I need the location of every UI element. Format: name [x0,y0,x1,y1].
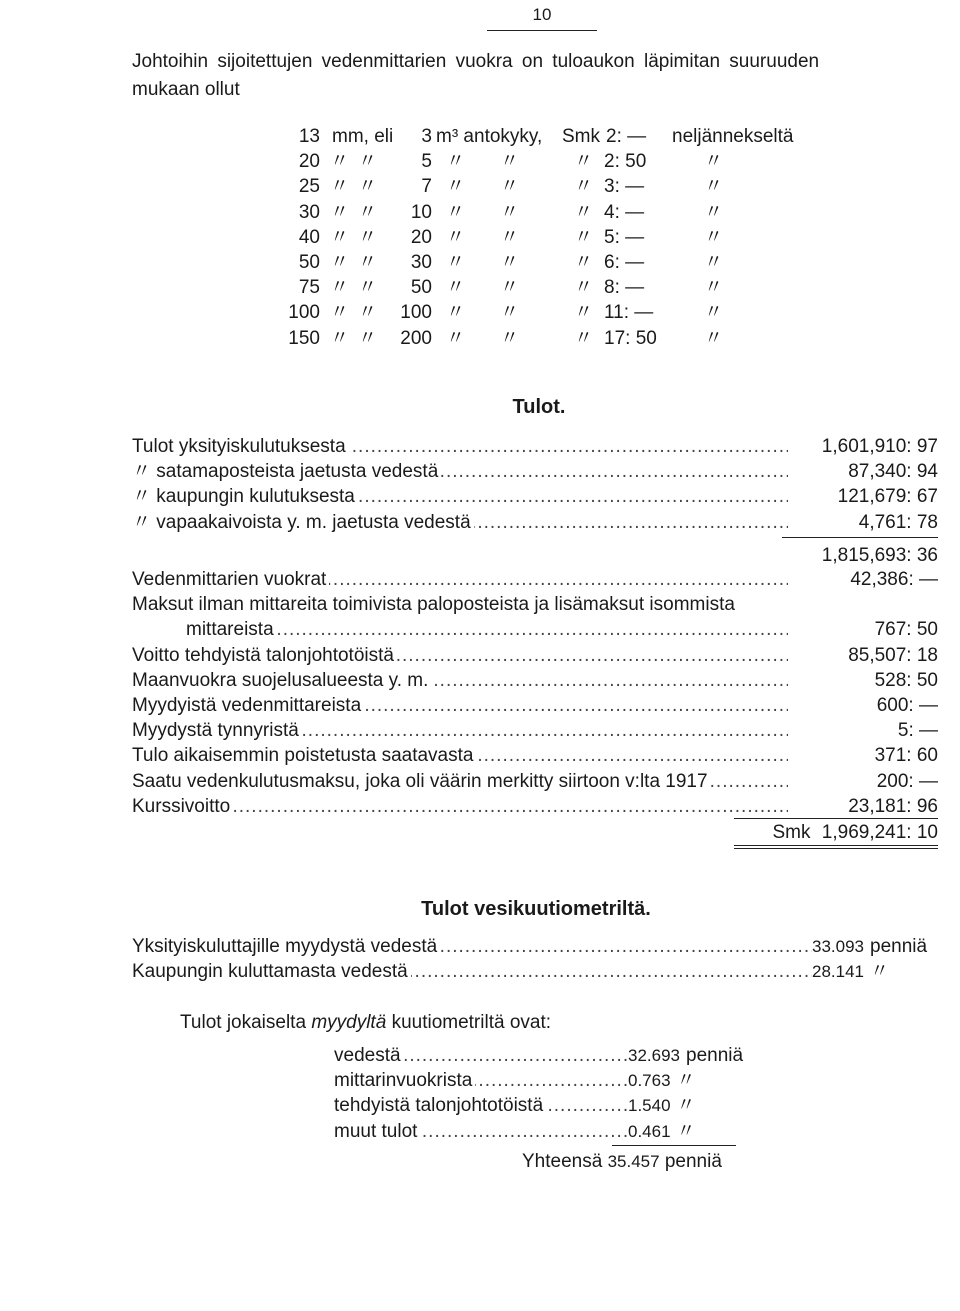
breakdown-total-label: Yhteensä [522,1151,603,1172]
row-amount: 87,340: 94 [848,461,938,483]
other-income-row [132,794,938,819]
ditto-mark: 〃 [574,302,594,324]
ditto-mark: 〃 [330,151,350,173]
breakdown-table [334,1043,744,1144]
row-amount: 371: 60 [874,745,938,767]
row-value: 32.693 [628,1046,680,1065]
row-label: Yksityiskuluttajille myydystä vedestä [132,934,440,959]
row-label: Myydystä tynnyristä [132,718,302,743]
other-income-row [132,743,938,768]
intro-paragraph [132,48,938,104]
other-income-row [132,592,938,617]
income-row [132,484,938,509]
diameter: 13 [298,126,320,147]
ditto-mark: 〃 [574,176,594,198]
other-income-row [132,567,938,592]
price: 6: — [604,251,645,273]
per-m3-ledger [132,934,938,984]
ditto-mark: 〃 [330,176,350,198]
row-amount [628,1119,736,1144]
lead-suffix: kuutiometriltä ovat: [391,1012,552,1033]
ditto-mark: 〃 [330,251,350,273]
rate-row [286,200,806,225]
ditto-mark: 〃 [446,251,466,273]
ditto-mark: 〃 [358,327,378,349]
meter-rent-rates [286,124,806,351]
row-value: 28.141 [812,962,864,982]
currency: Smk [562,126,600,147]
ditto-mark: 〃 [500,201,520,223]
ditto-mark: 〃 [330,327,350,349]
ditto-mark: 〃 [358,302,378,324]
ditto-mark: 〃 [358,151,378,173]
ditto-mark: 〃 [704,151,724,173]
row-label: mittarinvuokrista [334,1068,475,1093]
row-amount: 767: 50 [874,619,938,641]
total-double-rule [734,845,938,849]
lead-italic: myydyltä [311,1012,387,1033]
breakdown-row [334,1119,736,1144]
capacity: 20 [410,226,432,248]
row-label: vedestä [334,1043,404,1068]
ditto-mark: 〃 [358,251,378,273]
row-label: Myydyistä vedenmittareista [132,693,364,718]
row-amount: 23,181: 96 [848,795,938,817]
ditto-mark: 〃 [500,327,520,349]
ditto-mark: 〃 [704,251,724,273]
ditto-mark: 〃 [446,302,466,324]
row-unit: 〃 [870,961,890,983]
income-row [132,510,938,535]
price: 3: — [604,176,645,198]
row-label: Saatu vedenkulutusmaksu, joka oli väärin merkitty siirtoon v:lta 1917 [132,769,711,794]
ditto-mark: 〃 [330,302,350,324]
row-amount [628,1093,736,1118]
ditto-mark: 〃 [358,201,378,223]
subtotal-amount: 1,815,693: 36 [821,545,938,566]
ditto-mark: 〃 [446,277,466,299]
rate-row [286,174,806,199]
row-label: 〃 vapaakaivoista y. m. jaetusta vedestä [132,510,474,535]
price: 5: — [604,226,645,248]
ditto-mark: 〃 [500,226,520,248]
price: 17: 50 [604,327,657,349]
capacity: 30 [410,251,432,273]
ditto-mark: 〃 [330,201,350,223]
row-label: mittareista [132,617,277,642]
ditto-mark: 〃 [358,176,378,198]
row-value: 0.461 [628,1121,671,1141]
rate-row [286,275,806,300]
breakdown-total-amount: 35.457 [607,1152,660,1171]
row-amount: 85,507: 18 [848,644,938,666]
row-unit: 〃 [676,1120,696,1142]
diameter: 150 [288,327,320,349]
breakdown-lead [180,1010,551,1036]
row-label: Tulo aikaisemmin poistetusta saatavasta [132,743,476,768]
price: 2: 50 [604,151,647,173]
per-m3-row [132,934,938,959]
breakdown-rule [612,1145,736,1146]
price: 2: — [606,126,647,147]
rate-row [286,124,806,149]
row-amount [812,934,938,959]
breakdown-row [334,1093,736,1118]
other-income-row [132,769,938,794]
breakdown-row [334,1068,736,1093]
capacity: 5 [421,151,432,173]
intro-line-1: Johtoihin sijoitettujen vedenmittarien vuokra on tuloaukon läpimitan suuruuden [132,51,820,72]
row-unit: 〃 [676,1095,696,1117]
row-amount: 5: — [897,720,938,742]
income-total-row [132,820,938,845]
breakdown-row [334,1043,744,1068]
price: 11: — [604,302,654,324]
row-label: 〃 satamaposteista jaetusta vedestä [132,459,441,484]
intro-line-2: mukaan ollut [132,79,240,100]
row-unit: penniä [686,1045,744,1066]
ditto-mark: 〃 [330,277,350,299]
ditto-mark: 〃 [330,226,350,248]
other-income-row [132,718,938,743]
row-unit: 〃 [676,1070,696,1092]
other-income-ledger [132,567,938,819]
income-ledger [132,434,938,535]
rate-row [286,300,806,325]
ditto-mark: 〃 [574,201,594,223]
rate-row [286,149,806,174]
income-title: Tulot. [512,396,566,418]
diameter: 25 [298,176,320,198]
ditto-mark: 〃 [446,151,466,173]
rate-row [286,250,806,275]
page-number: 10 [487,0,597,31]
capacity: 7 [421,176,432,198]
capacity: 100 [400,302,432,324]
subtotal-row [132,543,938,568]
ditto-mark: 〃 [358,277,378,299]
row-value: 0.763 [628,1071,671,1091]
ditto-mark: 〃 [574,226,594,248]
row-label: 〃 kaupungin kulutuksesta [132,484,358,509]
ditto-mark: 〃 [446,327,466,349]
row-amount [628,1068,736,1093]
ditto-mark: 〃 [704,176,724,198]
ditto-mark: 〃 [574,251,594,273]
rate-row [286,225,806,250]
row-label: Maksut ilman mittareita toimivista paloposteista ja lisämaksut isommista [132,592,738,617]
row-label: tehdyistä talonjohtotöistä [334,1093,546,1118]
other-income-row [132,617,938,642]
ditto-mark: 〃 [500,176,520,198]
ditto-mark: 〃 [574,277,594,299]
ditto-mark: 〃 [704,226,724,248]
ditto-mark: 〃 [704,201,724,223]
row-label: muut tulot [334,1119,420,1144]
diameter: 75 [298,277,320,299]
diameter: 20 [298,151,320,173]
income-row [132,459,938,484]
row-amount [628,1043,744,1068]
price: 4: — [604,201,645,223]
row-label: Voitto tehdyistä talonjohtotöistä [132,643,397,668]
row-amount: 528: 50 [874,669,938,691]
ditto-mark: 〃 [446,176,466,198]
row-value: 1.540 [628,1096,671,1116]
price: 8: — [604,277,645,299]
period: neljännekseltä [672,126,794,147]
row-amount: 1,601,910: 97 [821,436,938,457]
row-amount: 4,761: 78 [858,511,938,533]
ditto-mark: 〃 [704,277,724,299]
diameter: 40 [298,226,320,248]
other-income-row [132,693,938,718]
capacity: 10 [410,201,432,223]
other-income-row [132,643,938,668]
ditto-mark: 〃 [446,226,466,248]
ditto-mark: 〃 [500,277,520,299]
row-amount: 121,679: 67 [837,486,938,508]
capacity: 3 [421,126,432,147]
capacity: 200 [400,327,432,349]
row-amount [812,959,938,984]
lead-prefix: Tulot jokaiselta [180,1012,307,1033]
row-label: Tulot yksityiskulutuksesta [132,434,349,459]
subtotal-rule [782,537,938,538]
per-m3-row [132,959,938,984]
ditto-mark: 〃 [500,302,520,324]
income-row [132,434,938,459]
per-m3-title: Tulot vesikuutiometriltä. [421,898,651,920]
breakdown-total [522,1151,722,1173]
row-label: Vedenmittarien vuokrat [132,567,329,592]
capacity: 50 [410,277,432,299]
row-amount: 200: — [876,770,938,792]
ditto-mark: 〃 [358,226,378,248]
ditto-mark: 〃 [446,201,466,223]
breakdown-total-unit: penniä [664,1151,722,1172]
row-label: Kaupungin kuluttamasta vedestä [132,959,411,984]
total-label: Smk [772,822,811,843]
ditto-mark: 〃 [704,302,724,324]
other-income-row [132,668,938,693]
diameter: 50 [298,251,320,273]
ditto-mark: 〃 [704,327,724,349]
ditto-mark: 〃 [574,151,594,173]
diameter: 100 [288,302,320,324]
row-unit: penniä [870,936,928,957]
total-amount: 1,969,241: 10 [821,822,938,843]
ditto-mark: 〃 [500,251,520,273]
row-label: Maanvuokra suojelusalueesta y. m. [132,668,431,693]
row-amount: 42,386: — [850,569,938,590]
row-amount: 600: — [876,694,938,716]
ditto-mark: 〃 [574,327,594,349]
capacity-unit: m³ antokyky, [436,126,543,147]
diameter-unit: mm, eli [332,126,394,147]
diameter: 30 [298,201,320,223]
row-value: 33.093 [812,937,864,956]
rate-row [286,326,806,351]
row-label: Kurssivoitto [132,794,233,819]
ditto-mark: 〃 [500,151,520,173]
